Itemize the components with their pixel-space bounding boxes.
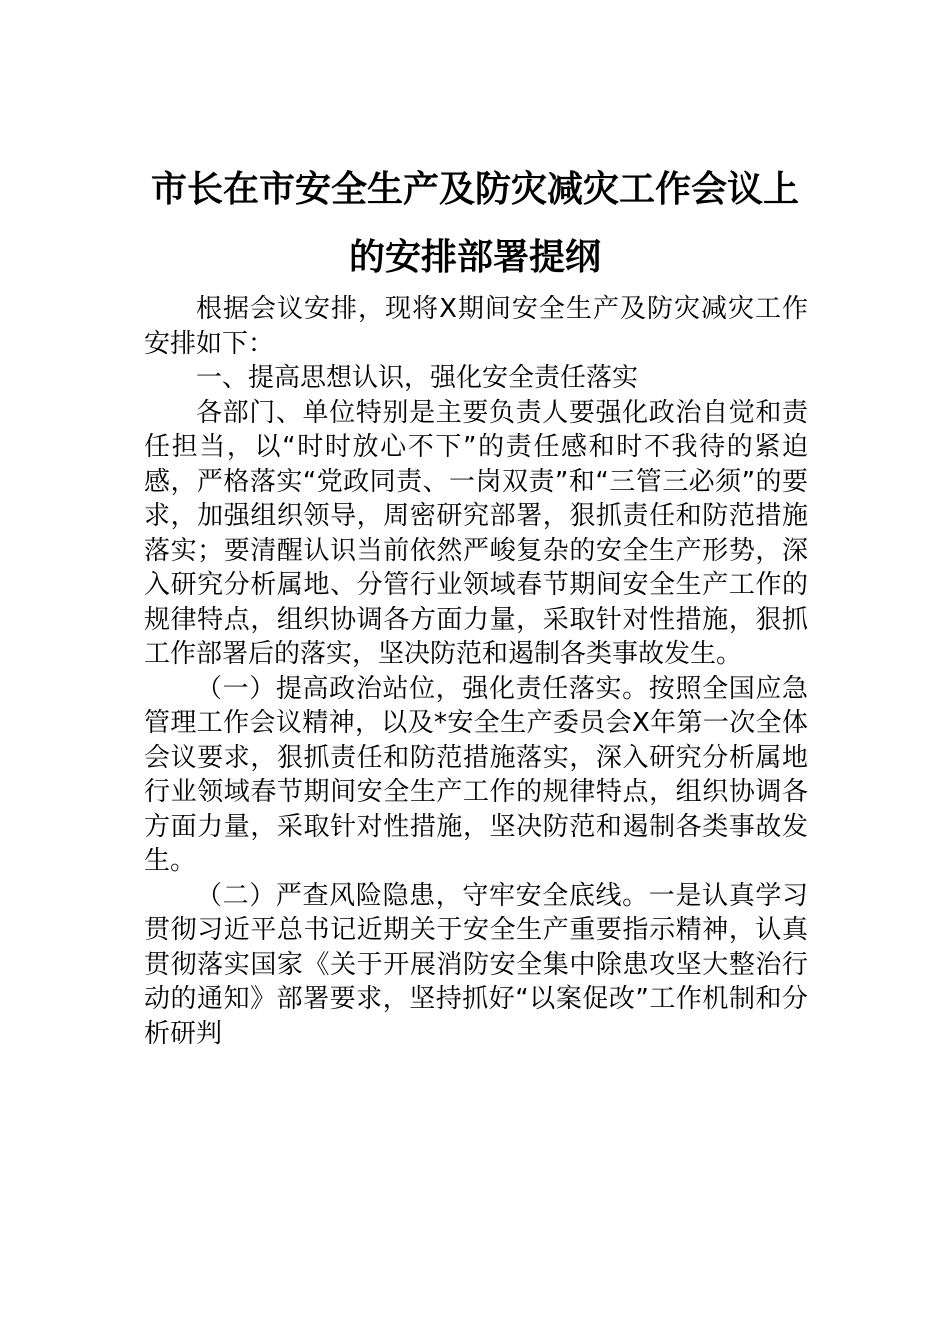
document-title-line-1: 市长在市安全生产及防灾减灾工作会议上 [150,169,799,210]
document-body [144,292,808,1051]
intro-paragraph: 根据会议安排，现将X期间安全生产及防灾减灾工作安排如下： [144,294,808,359]
document-title-line-2: 的安排部署提纲 [348,237,601,278]
subsection-1-paragraph: （一）提高政治站位，强化责任落实。按照全国应急管理工作会议精神，以及*安全生产委员会X年第一次全体会议要求，狠抓责任和防范措施落实，深入研究分析属地行业领域春节期间安全生产工作的规律特点，组织协调各方面力量，采取针对性措施，坚决防范和遏制各类事故发生。 [144,673,808,876]
subsection-2-paragraph: （二）严查风险隐患，守牢安全底线。一是认真学习贯彻习近平总书记近期关于安全生产重要指示精神，认真贯彻落实国家《关于开展消防安全集中除患攻坚大整治行动的通知》部署要求，坚持抓好“以案促改”工作机制和分析研判 [144,880,808,1049]
section-heading-1: 一、提高思想认识，强化安全责任落实 [196,363,639,393]
section-1-paragraph: 各部门、单位特别是主要负责人要强化政治自觉和责任担当，以“时时放心不下”的责任感和时不我待的紧迫感，严格落实“党政同责、一岗双责”和“三管三必须”的要求，加强组织领导，周密研究部署，狠抓责任和防范措施落实；要清醒认识当前依然严峻复杂的安全生产形势，深入研究分析属地、分管行业领域春节期间安全生产工作的规律特点，组织协调各方面力量，采取针对性措施，狠抓工作部署后的落实，坚决防范和遏制各类事故发生。 [144,397,808,669]
